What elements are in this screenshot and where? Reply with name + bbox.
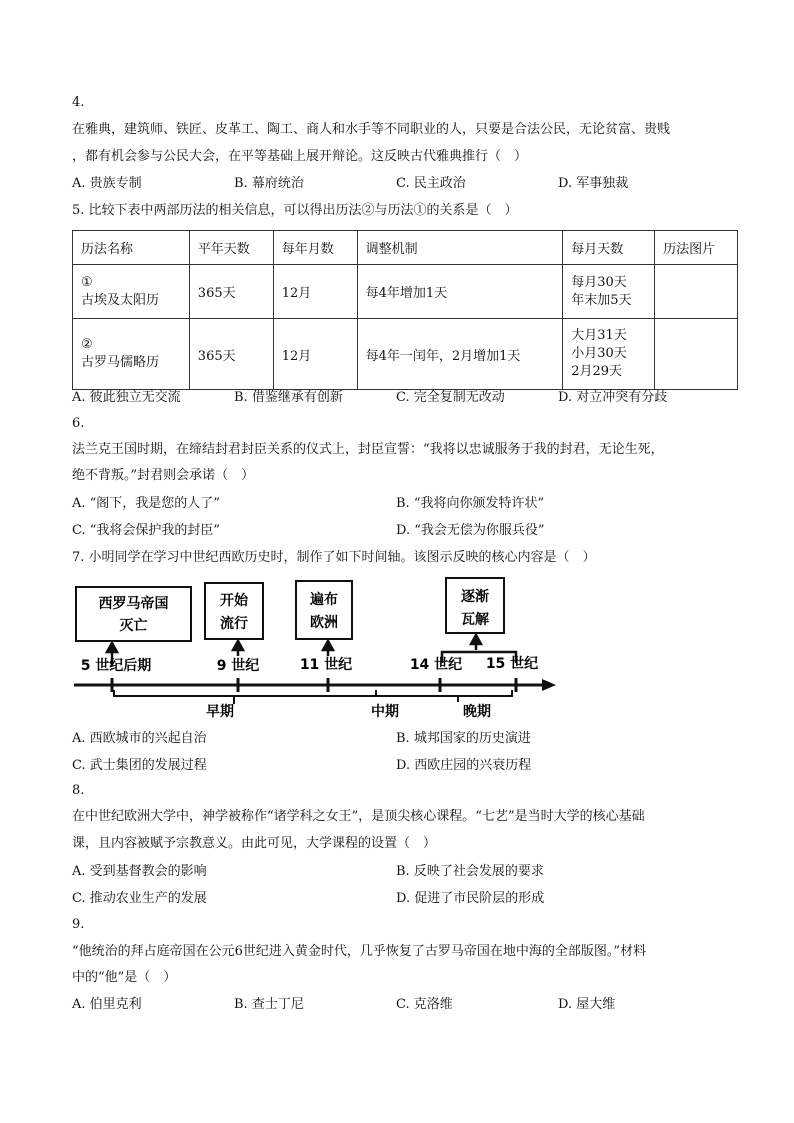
q4-number: 4. [72,95,85,110]
q5-option-d[interactable]: D. 对立冲突有分歧 [558,390,668,405]
month-days-line: 年末加5天 [571,292,632,308]
cell-adjust: 每4年一闰年，2月增加1天 [357,319,563,390]
q8-option-a[interactable]: A. 受到基督教会的影响 [72,864,207,879]
cell-month-days [563,265,655,319]
header-days-per-month: 每月天数 [563,231,655,265]
q4-stem-line1: 在雅典，建筑师、铁匠、皮革工、陶工、商人和水手等不同职业的人，只要是合法公民，无论贫富、贵贱 [72,122,671,137]
q8-number: 8. [72,783,85,798]
month-days-line: 大月31天 [571,328,627,343]
q9-option-a[interactable]: A. 伯里克利 [72,997,142,1012]
q8-stem-line2: 课，且内容被赋予宗教意义。由此可见，大学课程的设置（ ） [72,836,437,851]
q7-stem: 7. 小明同学在学习中世纪西欧历史时，制作了如下时间轴。该图示反映的核心内容是（ ） [72,550,596,565]
q9-number: 9. [72,917,85,932]
cell-name [73,319,190,390]
q6-option-a[interactable]: A. “阁下，我是您的人了” [72,496,220,511]
tick-label-9th-century: 9 世纪 [216,658,260,674]
q6-option-b[interactable]: B. “我将向你颁发特许状” [396,496,545,511]
q9-stem-line2: 中的“他”是（ ） [72,970,177,985]
timeline-box-4-line2: 瓦解 [461,612,489,628]
cell-image [655,265,738,319]
period-early: 早期 [206,704,234,720]
q4-option-d[interactable]: D. 军事独裁 [558,176,629,191]
q4-stem-line2: ，都有机会参与公民大会，在平等基础上展开辩论。这反映古代雅典推行（ ） [72,149,528,164]
header-adjustment: 调整机制 [357,231,563,265]
q6-number: 6. [72,416,85,431]
q9-option-c[interactable]: C. 克洛维 [396,997,453,1012]
cell-image [655,319,738,390]
q9-option-b[interactable]: B. 查士丁尼 [234,997,304,1012]
q5-option-b[interactable]: B. 借鉴继承有创新 [234,390,343,405]
tick-label-11th-century: 11 世纪 [299,657,353,673]
q8-option-d[interactable]: D. 促进了市民阶层的形成 [396,891,545,906]
q4-option-c[interactable]: C. 民主政治 [396,176,466,191]
q6-stem-line1: 法兰克王国时期，在缔结封君封臣关系的仪式上，封臣宣誓：“我将以忠诚服务于我的封君，无论生死， [72,442,664,457]
row-mark: ① [81,274,93,290]
tick-label-14th-century: 14 世纪 [409,657,463,673]
timeline-axis-arrow [542,679,556,691]
cell-adjust: 每4年增加1天 [357,265,563,319]
timeline-box-4-line1: 逐渐 [461,589,489,605]
month-days-line: 每月30天 [571,274,627,290]
q4-option-b[interactable]: B. 幕府统治 [234,176,304,191]
q5-option-a[interactable]: A. 彼此独立无交流 [72,390,181,405]
tick-label-15th-century: 15 世纪 [485,656,539,672]
period-late: 晚期 [463,704,491,720]
header-calendar-image: 历法图片 [655,231,738,265]
timeline-box-3-line1: 遍布 [310,592,338,608]
q6-option-c[interactable]: C. “我将会保护我的封臣” [72,523,221,538]
cell-months: 12月 [273,265,357,319]
q8-option-c[interactable]: C. 推动农业生产的发展 [72,891,207,906]
q5-stem: 5. 比较下表中两部历法的相关信息，可以得出历法②与历法①的关系是（ ） [72,203,518,218]
row-mark: ② [81,337,93,352]
table-header-row [73,231,738,265]
calendar-comparison-table [72,230,738,390]
period-bracket-late [376,690,512,696]
q8-stem-line1: 在中世纪欧洲大学中，神学被称作“诸学科之女王”，是顶尖核心课程。“七艺”是当时大学的核心基础 [72,809,645,824]
timeline-box-3-line2: 欧洲 [310,615,338,631]
header-calendar-name: 历法名称 [73,231,190,265]
q7-option-d[interactable]: D. 西欧庄园的兴衰历程 [396,758,532,773]
q9-option-d[interactable]: D. 屋大维 [558,997,616,1012]
q7-option-b[interactable]: B. 城邦国家的历史演进 [396,731,531,746]
timeline-box-2-line2: 流行 [220,616,248,632]
timeline-box-2-line1: 开始 [220,593,248,609]
q8-option-b[interactable]: B. 反映了社会发展的要求 [396,864,544,879]
q9-stem-line1: “他统治的拜占庭帝国在公元6世纪进入黄金时代，几乎恢复了古罗马帝国在地中海的全部版图。”材料 [72,944,647,959]
table-row [73,265,738,319]
manor-timeline-diagram [60,572,570,728]
header-months-per-year: 每年月数 [273,231,357,265]
row-name: 古埃及太阳历 [81,292,160,308]
period-middle: 中期 [371,704,399,720]
month-days-line: 2月29天 [571,364,623,379]
timeline-box-1-line1: 西罗马帝国 [98,596,169,612]
tick-label-5th-century: 5 世纪后期 [80,658,152,674]
cell-days: 365天 [189,319,273,390]
period-bracket-early-mid [114,690,376,696]
q5-option-c[interactable]: C. 完全复制无改动 [396,390,505,405]
cell-months: 12月 [273,319,357,390]
row-name: 古罗马儒略历 [81,355,160,370]
month-days-line: 小月30天 [571,346,627,361]
cell-name [73,265,190,319]
q6-option-d[interactable]: D. “我会无偿为你服兵役” [396,523,545,538]
q4-option-a[interactable]: A. 贵族专制 [72,176,142,191]
header-common-year-days: 平年天数 [189,231,273,265]
cell-days: 365天 [189,265,273,319]
cell-month-days [563,319,655,390]
timeline-box-1-line2: 灭亡 [119,618,148,634]
q7-option-a[interactable]: A. 西欧城市的兴起自治 [72,731,207,746]
table-row [73,319,738,390]
q6-stem-line2: 绝不背叛。”封君则会承诺（ ） [72,468,255,483]
q7-option-c[interactable]: C. 武士集团的发展过程 [72,758,207,773]
